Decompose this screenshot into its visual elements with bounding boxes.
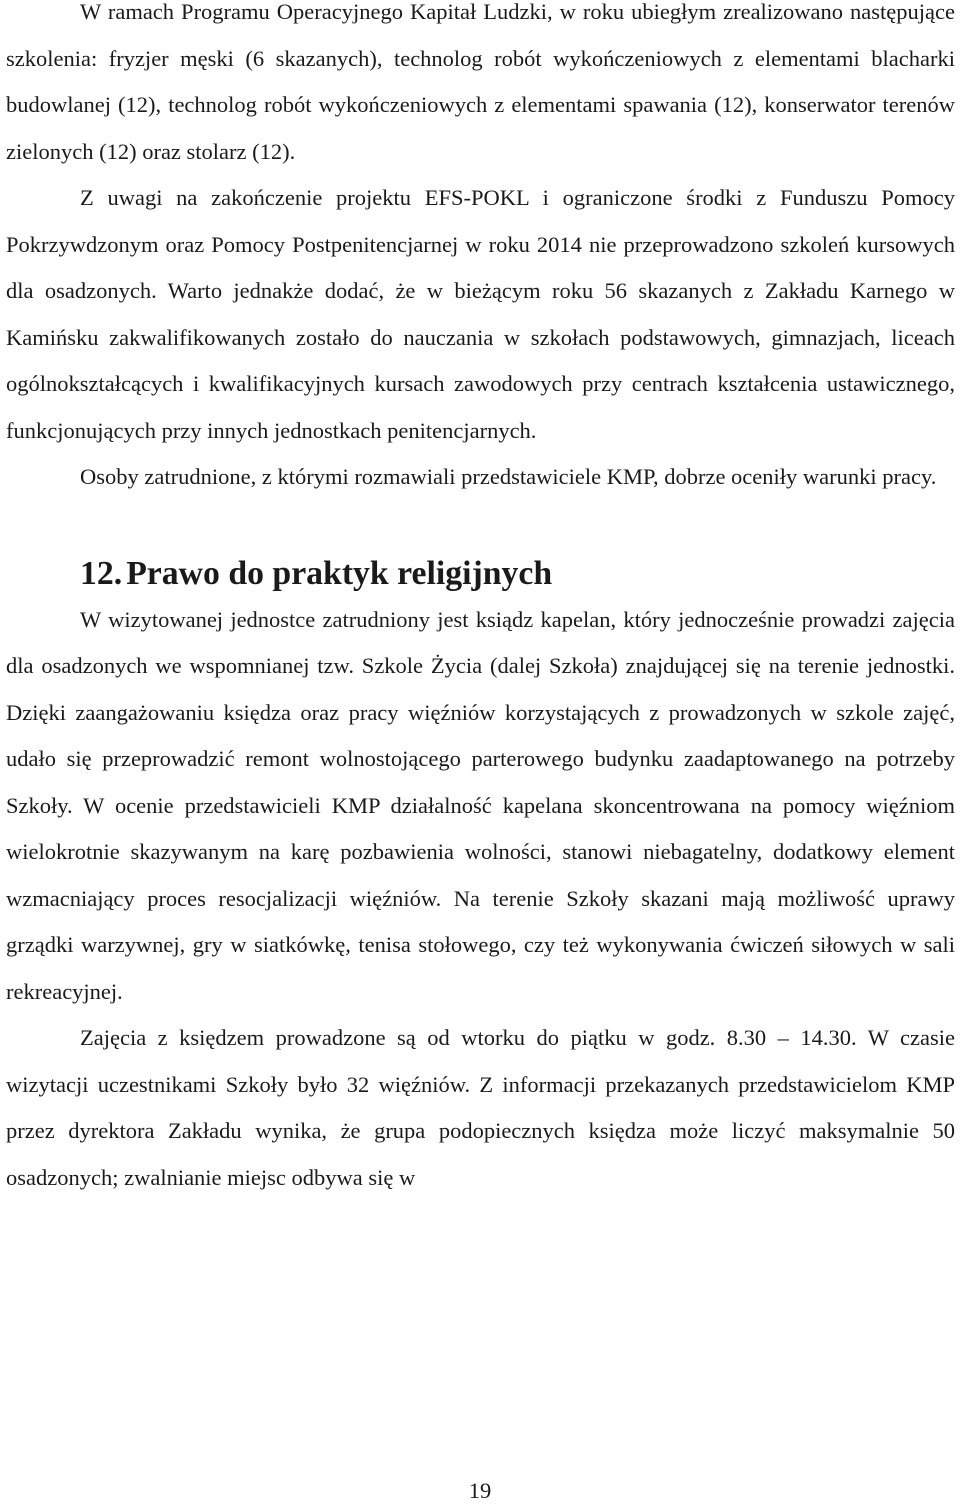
- paragraph: Z uwagi na zakończenie projektu EFS-POKL i ograniczone środki z Funduszu Pomocy Pokrzywdzonym oraz Pomocy Postpenitencjarnej w roku 2014 nie przeprowadzono szkoleń kursowych dla osadzonych. Warto jednakże dodać, że w bieżącym roku 56 skazanych z Zakładu Karnego w Kamińsku zakwalifikowanych zostało do nauczania w szkołach podstawowych, gimnazjach, liceach ogólnokształcących i kwalifikacyjnych kursach zawodowych przy centrach kształcenia ustawicznego, funkcjonujących przy innych jednostkach penitencjarnych.: [6, 185, 955, 443]
- paragraph: W ramach Programu Operacyjnego Kapitał Ludzki, w roku ubiegłym zrealizowano następujące szkolenia: fryzjer męski (6 skazanych), technolog robót wykończeniowych z elementami blacharki budowlanej (12), technolog robót wykończeniowych z elementami spawania (12), konserwator terenów zielonych (12) oraz stolarz (12).: [6, 0, 955, 164]
- paragraph: Osoby zatrudnione, z którymi rozmawiali przedstawiciele KMP, dobrze oceniły warunki pracy.: [80, 464, 937, 489]
- page-number: 19: [468, 1478, 492, 1503]
- document-page: [6, 0, 955, 1201]
- section-heading: [6, 551, 955, 597]
- paragraph: W wizytowanej jednostce zatrudniony jest ksiądz kapelan, który jednocześnie prowadzi zajęcia dla osadzonych we wspomnianej tzw. Szkole Życia (dalej Szkoła) znajdującej się na terenie jednostki. Dzięki zaangażowaniu księdza oraz pracy więźniów korzystających z prowadzonych w szkole zajęć, udało się przeprowadzić remont wolnostojącego parterowego budynku zaadaptowanego na potrzeby Szkoły. W ocenie przedstawicieli KMP działalność kapelana skoncentrowana na pomocy więźniom wielokrotnie skazywanym na karę pozbawienia wolności, stanowi niebagatelny, dodatkowy element wzmacniający proces resocjalizacji więźniów. Na terenie Szkoły skazani mają możliwość uprawy grządki warzywnej, gry w siatkówkę, tenisa stołowego, czy też wykonywania ćwiczeń siłowych w sali rekreacyjnej.: [6, 606, 955, 1004]
- paragraph: Zajęcia z księdzem prowadzone są od wtorku do piątku w godz. 8.30 – 14.30. W czasie wizytacji uczestnikami Szkoły było 32 więźniów. Z informacji przekazanych przedstawicielom KMP przez dyrektora Zakładu wynika, że grupa podopiecznych księdza może liczyć maksymalnie 50 osadzonych; zwalnianie miejsc odbywa się w: [6, 1025, 955, 1190]
- section-number: 12.: [80, 554, 123, 592]
- section-title: Prawo do praktyk religijnych: [126, 554, 553, 592]
